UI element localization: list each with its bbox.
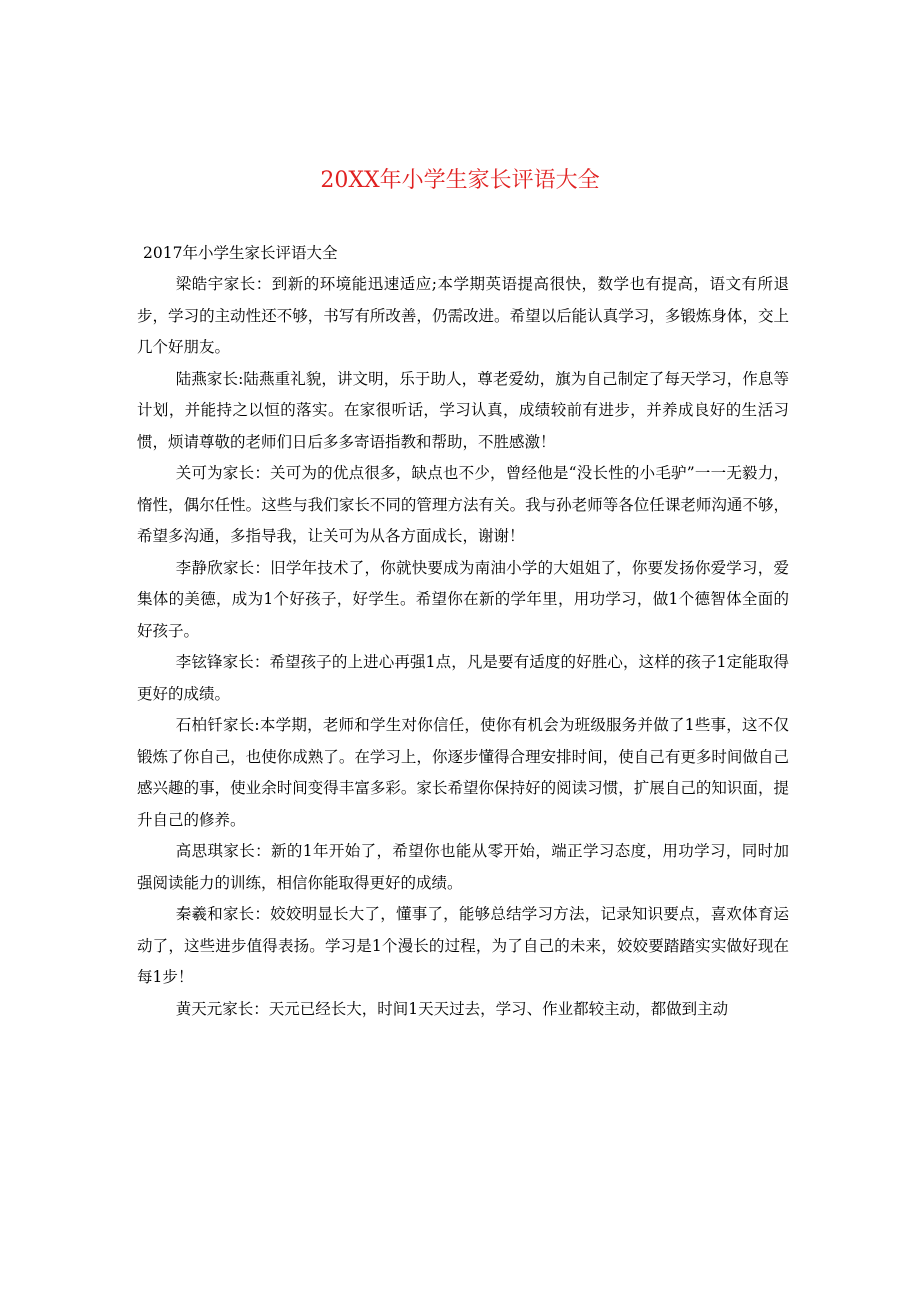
- paragraph: 梁皓宇家长：到新的环境能迅速适应;本学期英语提高很快，数学也有提高，语文有所退步，学习的主动性还不够，书写有所改善，仍需改进。希望以后能认真学习，多锻炼身体，交上几个好朋友。: [137, 275, 789, 356]
- document-title: 20XX年小学生家长评语大全: [320, 168, 600, 193]
- paragraph: 高思琪家长：新的1年开始了，希望你也能从零开始，端正学习态度，用功学习，同时加强阅读能力的训练，相信你能取得更好的成绩。: [137, 842, 789, 892]
- paragraph: 关可为家长：关可为的优点很多，缺点也不少，曾经他是“没长性的小毛驴”一一无毅力，惰性，偶尔任性。这些与我们家长不同的管理方法有关。我与孙老师等各位任课老师沟通不够，希望多沟通，多指导我，让关可为从各方面成长，谢谢！: [137, 464, 789, 545]
- paragraph: 李静欣家长：旧学年技术了，你就快要成为南油小学的大姐姐了，你要发扬你爱学习，爱集体的美德，成为1个好孩子，好学生。希望你在新的学年里，用功学习，做1个德智体全面的好孩子。: [137, 558, 789, 640]
- document-subtitle: 2017年小学生家长评语大全: [143, 244, 338, 262]
- paragraph: 石柏钎家长:本学期，老师和学生对你信任，使你有机会为班级服务并做了1些事，这不仅锻炼了你自己，也使你成熟了。在学习上，你逐步懂得合理安排时间，使自己有更多时间做自己感兴趣的事，使业余时间变得丰富多彩。家长希望你保持好的阅读习惯，扩展自己的知识面，提升自己的修养。: [137, 716, 789, 829]
- paragraph: 黄天元家长：天元已经长大，时间1天天过去，学习、作业都较主动，都做到主动: [175, 999, 729, 1018]
- paragraph: 秦羲和家长：姣姣明显长大了，懂事了，能够总结学习方法，记录知识要点，喜欢体育运动了，这些进步值得表扬。学习是1个漫长的过程，为了自己的未来，姣姣要踏踏实实做好现在每1步！: [137, 905, 789, 986]
- paragraph: 李铉锋家长：希望孩子的上进心再强1点，凡是要有适度的好胜心，这样的孩子1定能取得更好的成绩。: [137, 653, 789, 703]
- paragraph: 陆燕家长:陆燕重礼貌，讲文明，乐于助人，尊老爱幼，旗为自己制定了每天学习，作息等计划，并能持之以恒的落实。在家很听话，学习认真，成绩较前有进步，并养成良好的生活习惯，烦请尊敬的老师们日后多多寄语指教和帮助，不胜感激！: [137, 369, 789, 451]
- document-body: [137, 238, 789, 1025]
